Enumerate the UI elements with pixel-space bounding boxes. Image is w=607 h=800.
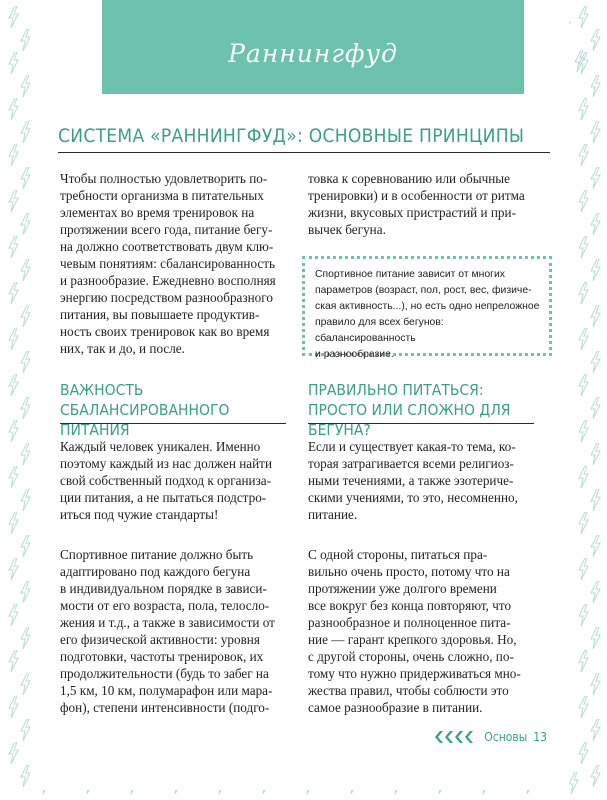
lightning-icon	[578, 328, 589, 350]
lightning-icon	[578, 144, 589, 166]
lightning-icon	[20, 29, 31, 51]
text-line: подготовки, частоты тренировок, их	[60, 649, 264, 664]
lightning-icon	[590, 765, 601, 787]
lightning-icon	[590, 351, 601, 373]
lightning-icon	[590, 719, 601, 741]
lightning-icon	[578, 742, 589, 764]
text-line: адаптировано под каждого бегуна	[60, 564, 251, 579]
section-right-rule	[308, 423, 534, 424]
lightning-icon	[578, 190, 589, 212]
text-line: торая затрагивается всеми религиоз-	[308, 456, 514, 471]
lightning-icon	[568, 772, 579, 794]
lightning-icon	[20, 535, 31, 557]
text-line: и разнообразие. Ежедневно восполняя	[60, 273, 276, 288]
lightning-icon	[578, 420, 589, 442]
lightning-icon	[8, 604, 19, 626]
lightning-icon	[590, 29, 601, 51]
text-line: ние — гарант крепкого здоровья. Но,	[308, 632, 517, 647]
lightning-icon	[20, 489, 31, 511]
callout-line: и разнообразие.	[315, 349, 394, 360]
page-footer	[435, 730, 547, 744]
lightning-icon	[590, 305, 601, 327]
text-line: жизни, вкусовых пристрастий и при-	[308, 205, 516, 220]
section-title-line: ПРАВИЛЬНО ПИТАТЬСЯ:	[308, 381, 484, 399]
lightning-icon	[590, 167, 601, 189]
lightning-icon	[578, 512, 589, 534]
lightning-icon	[8, 98, 19, 120]
lightning-icon	[20, 443, 31, 465]
banner-title: Раннингфуд	[228, 38, 398, 68]
lightning-icon	[8, 512, 19, 534]
lightning-icon	[8, 696, 19, 718]
text-line: самое разнообразие в питании.	[308, 700, 483, 715]
main-heading: СИСТЕМА «РАННИНГФУД»: ОСНОВНЫЕ ПРИНЦИПЫ	[58, 125, 525, 147]
footer-section: Основы	[484, 730, 528, 744]
section-title-line: ВАЖНОСТЬ	[60, 381, 144, 399]
text-line: поэтому каждый из нас должен найти	[60, 456, 273, 471]
lightning-icon	[590, 443, 601, 465]
intro-left	[60, 170, 286, 357]
lightning-icon	[590, 397, 601, 419]
lightning-icon	[578, 236, 589, 258]
lightning-icon	[578, 650, 589, 672]
lightning-icon	[20, 213, 31, 235]
lightning-icon	[20, 627, 31, 649]
lightning-icon	[20, 259, 31, 281]
section-left-rule	[60, 423, 286, 424]
lightning-icon	[8, 52, 19, 74]
text-line: Каждый человек уникален. Именно	[60, 439, 261, 454]
text-line: в индивидуальном порядке в зависи-	[60, 581, 267, 596]
text-line: все вокруг без конца повторяют, что	[308, 598, 512, 613]
text-line: жения и т.д., а также в зависимости от	[60, 615, 275, 630]
text-line: его физической активности: уровня	[60, 632, 260, 647]
text-line: Спортивное питание должно быть	[60, 547, 254, 562]
text-line: протяжении всего года, питание бегу-	[60, 222, 273, 237]
intro-right	[308, 170, 534, 238]
lightning-icon	[20, 305, 31, 327]
lightning-icon	[590, 75, 601, 97]
text-line: вычек бегуна.	[308, 222, 386, 237]
text-line: скими учениями, то это, несомненно,	[308, 490, 518, 505]
text-line: вильно очень просто, потому что на	[308, 564, 510, 579]
callout-line: ская активность...), но есть одно непреложное	[315, 301, 540, 312]
text-line: ность своих тренировок как во время	[60, 324, 270, 339]
section-right-para2	[308, 546, 534, 716]
lightning-icon	[20, 673, 31, 695]
lightning-icon	[578, 466, 589, 488]
text-line: энергию посредством разнообразного	[60, 290, 273, 305]
lightning-icon	[8, 6, 19, 28]
text-line: элементах во время тренировок на	[60, 205, 255, 220]
text-line: ными течениями, а также эзотериче-	[308, 473, 514, 488]
text-line: питание.	[308, 507, 358, 522]
lightning-icon	[20, 351, 31, 373]
lightning-icon	[8, 144, 19, 166]
page-number: 13	[533, 730, 547, 744]
lightning-icon	[20, 719, 31, 741]
text-line: Если и существует какая-то тема, ко-	[308, 439, 516, 454]
text-line: продолжительности (будь то забег на	[60, 666, 269, 681]
text-line: протяжении уже долгого времени	[308, 581, 497, 596]
callout-box	[302, 256, 552, 360]
lightning-icon	[590, 489, 601, 511]
text-line: мости от его возраста, пола, телосло-	[60, 598, 270, 613]
text-line: тренировки) и в особенности от ритма	[308, 188, 525, 203]
lightning-icon	[578, 558, 589, 580]
text-line: требности организма в питательных	[60, 188, 264, 203]
lightning-icon	[590, 259, 601, 281]
text-line: ции питания, а не пытаться подстро-	[60, 490, 267, 505]
lightning-icon	[590, 535, 601, 557]
lightning-icon	[578, 374, 589, 396]
lightning-icon	[8, 374, 19, 396]
lightning-icon	[590, 673, 601, 695]
callout-line: правило для всех бегунов: сбалансированность	[315, 317, 444, 344]
text-line: тому что нужно придерживаться мно-	[308, 666, 521, 681]
lightning-icon	[578, 98, 589, 120]
lightning-icon	[20, 75, 31, 97]
text-line: С одной стороны, питаться пра-	[308, 547, 488, 562]
section-title-line: ПРОСТО ИЛИ СЛОЖНО ДЛЯ БЕГУНА?	[308, 401, 511, 439]
lightning-icon	[8, 650, 19, 672]
lightning-icon	[8, 190, 19, 212]
text-line: разнообразное и полноценное пита-	[308, 615, 511, 630]
page	[38, 0, 569, 790]
chevrons-icon	[435, 731, 474, 743]
lightning-icon	[8, 420, 19, 442]
lightning-icon	[578, 282, 589, 304]
lightning-icon	[20, 167, 31, 189]
text-line: Чтобы полностью удовлетворить по-	[60, 171, 268, 186]
lightning-icon	[590, 581, 601, 603]
lightning-icon	[574, 50, 585, 72]
heading-rule	[58, 152, 550, 153]
section-left-title	[60, 380, 300, 440]
text-line: питания, вы повышаете продуктив-	[60, 307, 260, 322]
text-line: фон), степени интенсивности (подго-	[60, 700, 270, 715]
lightning-icon	[8, 742, 19, 764]
lightning-icon	[590, 627, 601, 649]
lightning-icon	[8, 236, 19, 258]
text-line: свой собственный подход к организа-	[60, 473, 272, 488]
text-line: них, так и до, и после.	[60, 341, 185, 356]
section-left-para1	[60, 438, 286, 523]
lightning-icon	[578, 604, 589, 626]
section-left-para2	[60, 546, 286, 716]
lightning-icon	[20, 581, 31, 603]
text-line: товка к соревнованию или обычные	[308, 171, 510, 186]
section-right-title	[308, 380, 548, 440]
section-title-line: СБАЛАНСИРОВАННОГО ПИТАНИЯ	[60, 401, 230, 439]
text-line: с другой стороны, очень сложно, по-	[308, 649, 514, 664]
callout-line: Спортивное питание зависит от многих	[315, 269, 505, 280]
text-line: 1,5 км, 10 км, полумарафон или мара-	[60, 683, 273, 698]
lightning-icon	[8, 282, 19, 304]
text-line: на должно соответствовать двум клю-	[60, 239, 274, 254]
callout-line: параметров (возраст, пол, рост, вес, физиче-	[315, 285, 532, 296]
section-right-para1	[308, 438, 534, 523]
lightning-icon	[578, 6, 589, 28]
lightning-icon	[578, 696, 589, 718]
lightning-icon	[8, 558, 19, 580]
lightning-icon	[20, 121, 31, 143]
lightning-icon	[20, 765, 31, 787]
lightning-icon	[8, 466, 19, 488]
lightning-icon	[590, 121, 601, 143]
chapter-banner	[102, 0, 524, 94]
lightning-icon	[20, 397, 31, 419]
lightning-icon	[590, 213, 601, 235]
lightning-icon	[8, 328, 19, 350]
text-line: иться под чужие стандарты!	[60, 507, 219, 522]
text-line: чевым понятиям: сбалансированность	[60, 256, 276, 271]
text-line: жества правил, чтобы соблюсти это	[308, 683, 509, 698]
